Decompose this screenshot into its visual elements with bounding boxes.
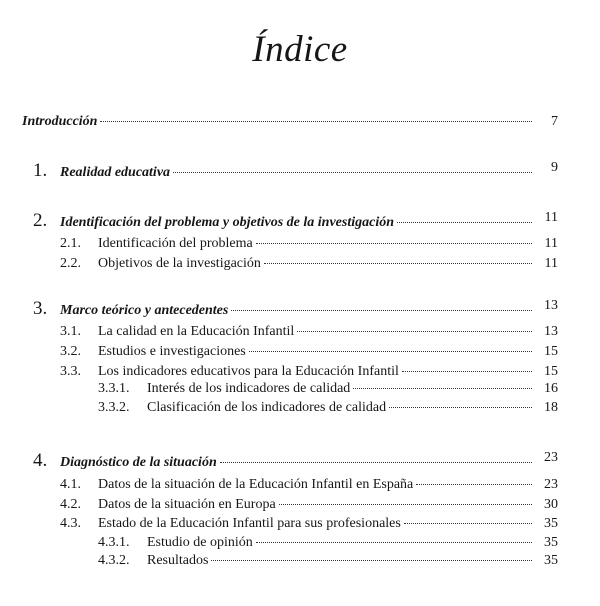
dot-leader — [404, 523, 532, 524]
toc-entry-text: Estado de la Educación Infantil para sus profesionales — [98, 516, 401, 531]
toc-section-number: 3.2. — [60, 344, 81, 359]
toc-entry-4-1 — [60, 477, 558, 497]
toc-entry-text: Estudios e investigaciones — [98, 344, 246, 359]
toc-section-number: 2.1. — [60, 236, 81, 251]
toc-subsection-number: 4.3.2. — [98, 553, 130, 568]
toc-section-number: 2.2. — [60, 256, 81, 271]
toc-entry-1 — [33, 160, 558, 180]
toc-entry-text: Resultados — [147, 553, 209, 568]
toc-entry-text: Realidad educativa — [60, 165, 171, 180]
toc-page-number: 13 — [544, 298, 558, 313]
toc-page-number: 11 — [544, 236, 558, 251]
dot-leader — [389, 407, 532, 408]
toc-page-number: 15 — [544, 344, 558, 359]
toc-entry-3-3-2 — [98, 400, 558, 420]
toc-entry-text: Identificación del problema y objetivos de la investigación — [60, 215, 395, 230]
toc-page-number: 30 — [544, 497, 558, 512]
toc-entry-text: Clasificación de los indicadores de calidad — [147, 400, 387, 415]
toc-entry-2-1 — [60, 236, 558, 256]
toc-page-number: 35 — [544, 553, 558, 568]
toc-chapter-number: 3. — [33, 298, 48, 319]
toc-section-number: 4.2. — [60, 497, 81, 512]
toc-page-number: 11 — [544, 256, 558, 271]
toc-section-number: 3.3. — [60, 364, 81, 379]
toc-entry-4-3-1 — [98, 535, 558, 555]
toc-entry-text: Marco teórico y antecedentes — [60, 303, 229, 318]
toc-entry-intro — [22, 114, 558, 134]
dot-leader — [353, 388, 532, 389]
toc-entry-4-2 — [60, 497, 558, 517]
toc-section-number: 4.1. — [60, 477, 81, 492]
dot-leader — [397, 222, 532, 223]
toc-entry-text: Estudio de opinión — [147, 535, 253, 550]
toc-entry-text: Datos de la situación en Europa — [98, 497, 276, 512]
dot-leader — [220, 462, 532, 463]
dot-leader — [173, 172, 532, 173]
toc-entry-text: Introducción — [22, 114, 98, 129]
toc-page-number: 23 — [544, 477, 558, 492]
toc-entry-4-3 — [60, 516, 558, 536]
toc-section-number: 4.3. — [60, 516, 81, 531]
dot-leader — [402, 371, 532, 372]
toc-page-number: 13 — [544, 324, 558, 339]
dot-leader — [100, 121, 532, 122]
toc-entry-text: Los indicadores educativos para la Educación Infantil — [98, 364, 399, 379]
dot-leader — [231, 310, 532, 311]
toc-page-number: 18 — [544, 400, 558, 415]
toc-subsection-number: 4.3.1. — [98, 535, 130, 550]
toc-entry-4 — [33, 450, 558, 470]
dot-leader — [211, 560, 532, 561]
dot-leader — [416, 484, 532, 485]
toc-subsection-number: 3.3.1. — [98, 381, 130, 396]
toc-chapter-number: 4. — [33, 450, 48, 471]
dot-leader — [249, 351, 532, 352]
toc-entry-2-2 — [60, 256, 558, 276]
toc-entry-2 — [33, 210, 558, 230]
dot-leader — [264, 263, 532, 264]
toc-page-number: 15 — [544, 364, 558, 379]
page-title: Índice — [252, 29, 348, 70]
toc-entry-text: Objetivos de la investigación — [98, 256, 261, 271]
toc-section-number: 3.1. — [60, 324, 81, 339]
toc-page-number: 35 — [544, 516, 558, 531]
toc-entry-3 — [33, 298, 558, 318]
dot-leader — [297, 331, 532, 332]
toc-chapter-number: 2. — [33, 210, 48, 231]
dot-leader — [256, 243, 532, 244]
toc-entry-text: La calidad en la Educación Infantil — [98, 324, 295, 339]
dot-leader — [279, 504, 532, 505]
dot-leader — [256, 542, 532, 543]
toc-page-number: 11 — [544, 210, 558, 225]
toc-entry-text: Diagnóstico de la situación — [60, 455, 217, 470]
toc-chapter-number: 1. — [33, 160, 48, 181]
toc-page-number: 7 — [551, 114, 558, 129]
toc-entry-3-2 — [60, 344, 558, 364]
toc-entry-3-3-1 — [98, 381, 558, 401]
toc-subsection-number: 3.3.2. — [98, 400, 130, 415]
toc-entry-4-3-2 — [98, 553, 558, 573]
toc-entry-text: Interés de los indicadores de calidad — [147, 381, 351, 396]
toc-entry-text: Datos de la situación de la Educación Infantil en España — [98, 477, 414, 492]
toc-entry-3-1 — [60, 324, 558, 344]
toc-entry-text: Identificación del problema — [98, 236, 253, 251]
toc-page-number: 16 — [544, 381, 558, 396]
toc-page-number: 35 — [544, 535, 558, 550]
toc-page-number: 9 — [551, 160, 558, 175]
toc-page-number: 23 — [544, 450, 558, 465]
